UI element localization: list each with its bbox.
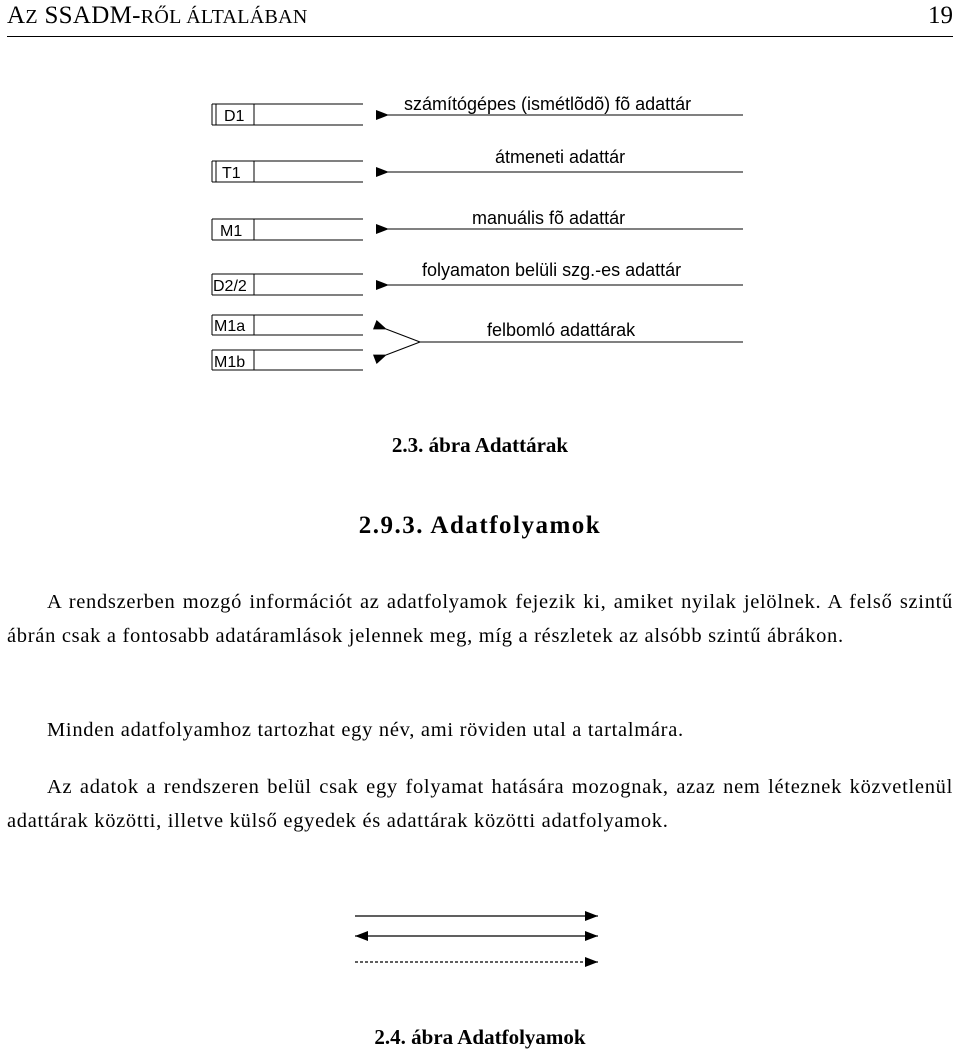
body-paragraph: [7, 770, 953, 838]
body-paragraph: [7, 585, 953, 653]
store-code: M1a: [214, 318, 246, 335]
chapter-title-part: Z: [25, 6, 38, 28]
figure-caption: 2.3. ábra Adattárak: [391, 433, 569, 457]
store-label: átmeneti adattár: [495, 147, 626, 167]
chapter-title-part: A: [7, 2, 26, 29]
store-code: D1: [224, 108, 245, 125]
paragraph-text: A rendszerben mozgó információt az adatfolyamok fejezik ki, amiket nyilak jelölnek. A felső szintű ábrán csak a fontosabb adatáramlások jelennek meg, míg a részletek az alsóbb szintű ábrákon.: [7, 591, 953, 647]
store-code: T1: [222, 165, 241, 182]
store-code: D2/2: [213, 278, 247, 295]
split-arrow-branch-upper: [386, 329, 420, 342]
store-code: M1b: [214, 354, 246, 371]
store-label: folyamaton belüli szg.-es adattár: [422, 260, 682, 280]
paragraph-text: Az adatok a rendszeren belül csak egy folyamat hatására mozognak, azaz nem léteznek közvetlenül adattárak közötti, illetve külső egyedek és adattárak közötti adatfolyamok.: [7, 776, 953, 832]
split-arrow-branch-lower: [386, 342, 420, 355]
section-heading: 2.9.3. Adatfolyamok: [358, 512, 602, 539]
chapter-title-part: SSADM-: [44, 2, 141, 29]
store-label: számítógépes (ismétlõdõ) fõ adattár: [404, 94, 692, 114]
store-label: manuális fõ adattár: [472, 208, 626, 228]
store-code: M1: [220, 223, 243, 240]
figure-caption: 2.4. ábra Adatfolyamok: [374, 1025, 586, 1049]
page-number: 19: [928, 2, 953, 29]
body-paragraph: [7, 713, 953, 747]
figure-data-stores: [0, 0, 960, 400]
chapter-title-part: RŐL ÁLTALÁBAN: [140, 6, 308, 28]
split-label: felbomló adattárak: [487, 320, 636, 340]
paragraph-text: Minden adatfolyamhoz tartozhat egy név, ami röviden utal a tartalmára.: [47, 719, 684, 741]
